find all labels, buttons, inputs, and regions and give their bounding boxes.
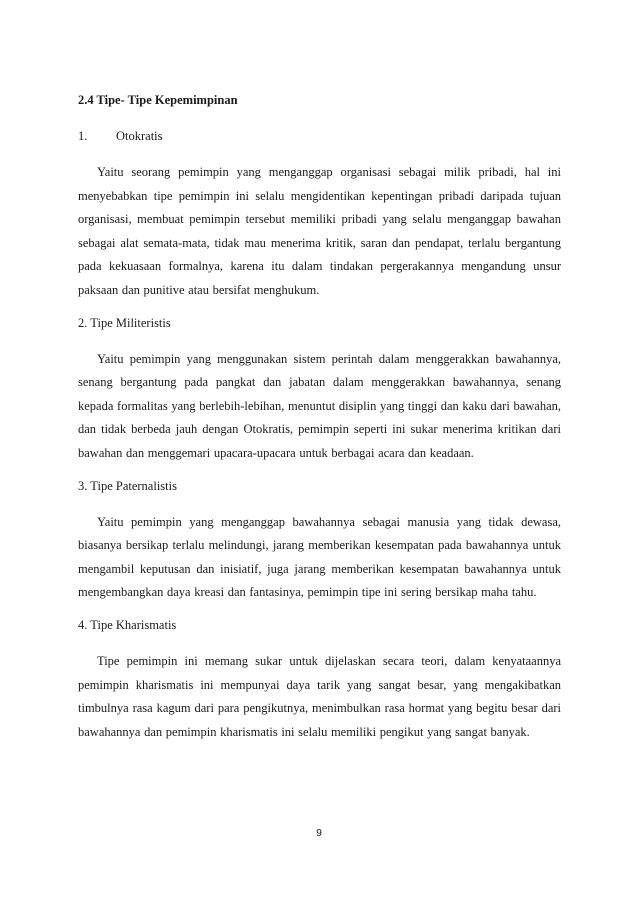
item-title	[78, 617, 561, 633]
list-item	[78, 617, 561, 744]
section-heading: 2.4 Tipe- Tipe Kepemimpinan	[78, 93, 238, 107]
item-title-text: Tipe Paternalistis	[90, 478, 177, 493]
item-paragraph: Yaitu seorang pemimpin yang menganggap organisasi sebagai milik pribadi, hal ini menyebabkan tipe pemimpin ini selalu mengidentikan kepentingan pribadi daripada tujuan organisasi, membuat pemimpin tersebut memiliki pribadi yang selalu menganggap bawahan sebagai alat semata-mata, tidak mau menerima kritik, saran dan pendapat, terlalu bergantung pada kekuasaan formalnya, karena itu dalam tindakan pergerakannya mengandung unsur paksaan dan punitive atau bersifat menghukum.	[78, 165, 561, 297]
item-number: 4.	[78, 617, 88, 632]
item-title-text: Tipe Militeristis	[90, 315, 171, 330]
page-number: 9	[316, 827, 322, 839]
item-title	[78, 478, 561, 494]
item-title-text: Otokratis	[116, 129, 163, 143]
item-paragraph: Yaitu pemimpin yang menganggap bawahannya sebagai manusia yang tidak dewasa, biasanya bersikap terlalu melindungi, jarang memberikan kesempatan pada bawahannya untuk mengambil keputusan dan inisiatif, juga jarang memberikan kesempatan bawahannya untuk mengembangkan daya kreasi dan fantasinya, pemimpin tipe ini sering bersikap maha tahu.	[78, 514, 561, 600]
item-number: 2.	[78, 315, 88, 330]
item-title	[78, 128, 561, 144]
item-title-text: Tipe Kharismatis	[90, 617, 177, 632]
list-item	[78, 478, 561, 605]
document-page	[78, 92, 561, 756]
item-number: 3.	[78, 478, 88, 493]
item-paragraph: Tipe pemimpin ini memang sukar untuk dijelaskan secara teori, dalam kenyataannya pemimpin kharismatis ini mempunyai daya tarik yang sangat besar, yang mengakibatkan timbulnya rasa kagum dari para pengikutnya, menimbulkan rasa hormat yang begitu besar dari bawahannya dan pemimpin kharismatis ini selalu memiliki pengikut yang sangat banyak.	[78, 653, 561, 739]
list-item	[78, 128, 561, 303]
item-paragraph: Yaitu pemimpin yang menggunakan sistem perintah dalam menggerakkan bawahannya, senang bergantung pada pangkat dan jabatan dalam menggerakkan bawahannya, senang kepada formalitas yang berlebih-lebihan, menuntut disiplin yang tinggi dan kaku dari bawahan, dan tidak berbeda jauh dengan Otokratis, pemimpin seperti ini sukar menerima kritikan dari bawahan dan menggemari upacara-upacara untuk berbagai acara dan keadaan.	[78, 351, 561, 460]
list-item	[78, 315, 561, 466]
item-number: 1.	[78, 129, 88, 143]
item-title	[78, 315, 561, 331]
